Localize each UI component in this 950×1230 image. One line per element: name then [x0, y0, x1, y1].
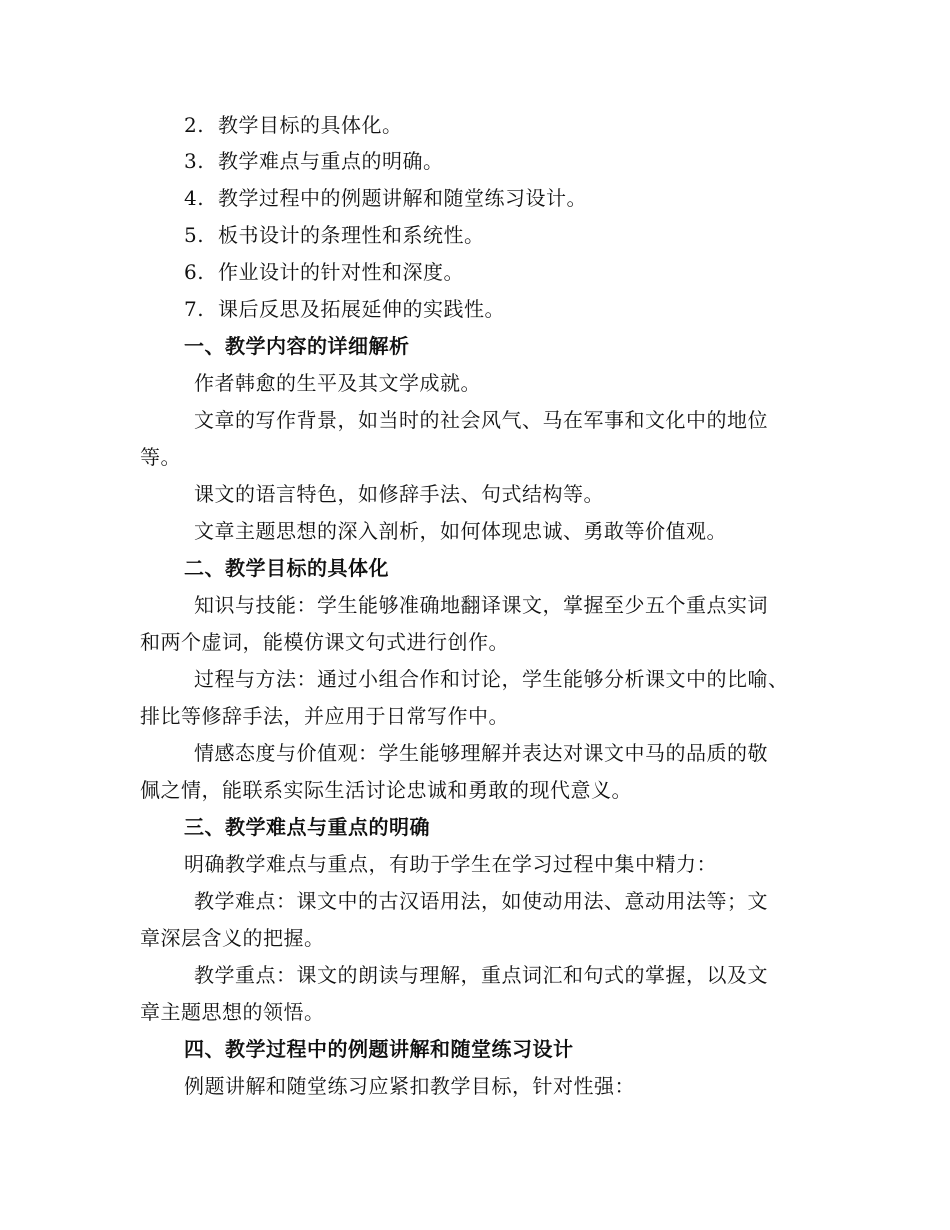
- paragraph-line: 文章主题思想的深入剖析，如何体现忠诚、勇敢等价值观。: [194, 519, 727, 543]
- paragraph-line: 等。: [140, 445, 181, 469]
- paragraph-line: 作者韩愈的生平及其文学成就。: [194, 371, 481, 395]
- list-item: [184, 295, 505, 323]
- list-number: 4.: [184, 186, 205, 210]
- list-number: 2.: [184, 113, 205, 137]
- list-item: [184, 147, 444, 175]
- list-number: 6.: [184, 260, 205, 284]
- paragraph-line: 章主题思想的领悟。: [140, 1000, 325, 1024]
- list-number: 5.: [184, 223, 205, 247]
- paragraph-line: 佩之情，能联系实际生活讨论忠诚和勇敢的现代意义。: [140, 778, 632, 802]
- section-heading: 三、教学难点与重点的明确: [184, 815, 430, 839]
- list-text: 板书设计的条理性和系统性。: [218, 223, 485, 247]
- list-text: 教学难点与重点的明确。: [218, 149, 444, 173]
- paragraph-line: 文章的写作背景，如当时的社会风气、马在军事和文化中的地位: [194, 408, 768, 432]
- list-text: 教学过程中的例题讲解和随堂练习设计。: [218, 186, 587, 210]
- list-number: 7.: [184, 297, 205, 321]
- paragraph-line: 课文的语言特色，如修辞手法、句式结构等。: [194, 482, 604, 506]
- paragraph-line: 明确教学难点与重点，有助于学生在学习过程中集中精力：: [184, 852, 717, 876]
- list-text: 课后反思及拓展延伸的实践性。: [218, 297, 505, 321]
- paragraph-line: 情感态度与价值观：学生能够理解并表达对课文中马的品质的敬: [194, 741, 768, 765]
- list-item: [184, 184, 587, 212]
- paragraph-line: 例题讲解和随堂练习应紧扣教学目标，针对性强：: [184, 1074, 635, 1098]
- section-heading: 二、教学目标的具体化: [184, 556, 389, 580]
- list-text: 作业设计的针对性和深度。: [218, 260, 464, 284]
- paragraph-line: 和两个虚词，能模仿课文句式进行创作。: [140, 630, 509, 654]
- paragraph-line: 排比等修辞手法，并应用于日常写作中。: [140, 704, 509, 728]
- section-heading: 四、教学过程中的例题讲解和随堂练习设计: [184, 1037, 574, 1061]
- list-text: 教学目标的具体化。: [218, 113, 403, 137]
- section-heading: 一、教学内容的详细解析: [184, 334, 410, 358]
- paragraph-line: 过程与方法：通过小组合作和讨论，学生能够分析课文中的比喻、: [194, 667, 789, 691]
- list-item: [184, 258, 464, 286]
- list-number: 3.: [184, 149, 205, 173]
- paragraph-line: 教学难点：课文中的古汉语用法，如使动用法、意动用法等；文: [194, 889, 768, 913]
- paragraph-line: 教学重点：课文的朗读与理解，重点词汇和句式的掌握，以及文: [194, 963, 768, 987]
- list-item: [184, 221, 485, 249]
- paragraph-line: 章深层含义的把握。: [140, 926, 325, 950]
- paragraph-line: 知识与技能：学生能够准确地翻译课文，掌握至少五个重点实词: [194, 593, 768, 617]
- list-item: [184, 111, 403, 139]
